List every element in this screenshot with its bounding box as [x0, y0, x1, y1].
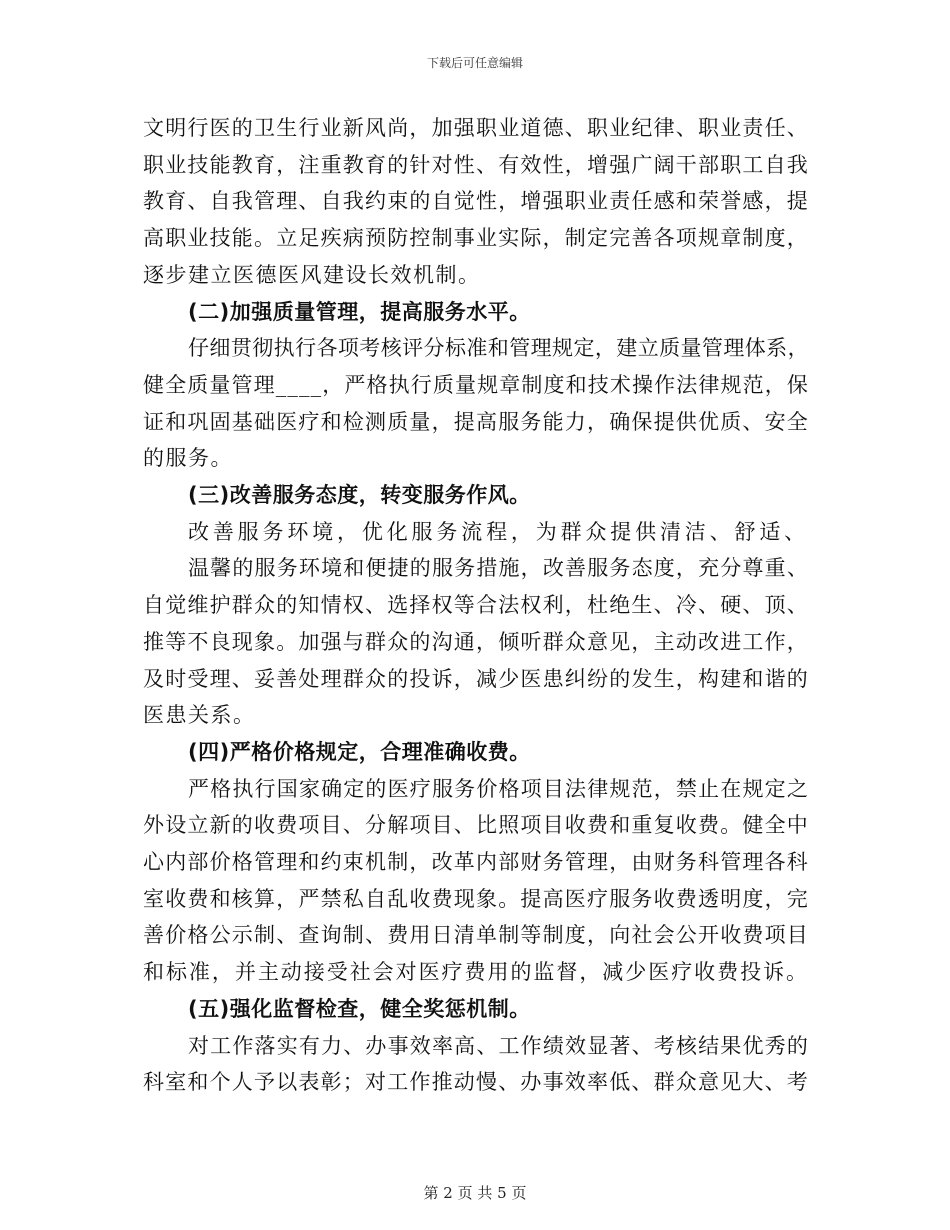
paragraph-pricing [143, 771, 809, 991]
text-line: 和标准，并主动接受社会对医疗费用的监督，减少医疗收费投诉。 [143, 960, 809, 985]
text-line: 证和巩固基础医疗和检测质量，提高服务能力，确保提供优质、安全 [143, 409, 809, 434]
text-line: 对工作落实有力、办事效率高、工作绩效显著、考核结果优秀的 [188, 1033, 809, 1058]
text-line: 改善服务环境，优化服务流程，为群众提供清洁、舒适、 [188, 519, 809, 544]
text-line: 室收费和核算，严禁私自乱收费现象。提高医疗服务收费透明度，完 [143, 886, 809, 911]
text-line: 逐步建立医德医风建设长效机制。 [143, 262, 481, 287]
paragraph-continued [143, 110, 809, 294]
text-line: 推等不良现象。加强与群众的沟通，倾听群众意见，主动改进工作， [143, 629, 809, 654]
page-header: 下载后可任意编辑 [426, 56, 523, 70]
text-line: 教育、自我管理、自我约束的自觉性，增强职业责任感和荣誉感，提 [143, 189, 809, 214]
text-line: 自觉维护群众的知情权、选择权等合法权利，杜绝生、冷、硬、顶、 [143, 593, 809, 618]
text-line: 的服务。 [143, 446, 233, 471]
paragraph-supervision [143, 1028, 809, 1101]
section-heading-4: (四)严格价格规定，合理准确收费。 [188, 739, 531, 764]
page-footer: 第 2 页 共 5 页 [423, 1184, 527, 1202]
text-line: 科室和个人予以表彰；对工作推动慢、办事效率低、群众意见大、考 [143, 1070, 809, 1095]
text-line: 健全质量管理____，严格执行质量规章制度和技术操作法律规范，保 [143, 372, 809, 397]
section-heading-3: (三)改善服务态度，转变服务作风。 [188, 483, 531, 508]
text-line: 善价格公示制、查询制、费用日清单制等制度，向社会公开收费项目 [143, 923, 809, 948]
paragraph-quality [143, 330, 809, 477]
text-line: 职业技能教育，注重教育的针对性、有效性，增强广阔干部职工自我 [143, 152, 809, 177]
text-line: 温馨的服务环境和便捷的服务措施，改善服务态度，充分尊重、 [188, 556, 809, 581]
text-line: 仔细贯彻执行各项考核评分标准和管理规定，建立质量管理体系， [188, 336, 809, 361]
section-heading-2: (二)加强质量管理，提高服务水平。 [188, 299, 531, 324]
section-heading-5: (五)强化监督检查，健全奖惩机制。 [188, 996, 531, 1021]
paragraph-service [143, 514, 809, 734]
text-line: 文明行医的卫生行业新风尚，加强职业道德、职业纪律、职业责任、 [143, 116, 809, 140]
text-line: 心内部价格管理和约束机制，改革内部财务管理，由财务科管理各科 [143, 850, 809, 875]
text-line: 医患关系。 [143, 703, 256, 728]
text-line: 严格执行国家确定的医疗服务价格项目法律规范，禁止在规定之 [188, 776, 809, 801]
document-body [143, 110, 809, 1101]
text-line: 外设立新的收费项目、分解项目、比照项目收费和重复收费。健全中 [143, 813, 809, 838]
text-line: 及时受理、妥善处理群众的投诉，减少医患纠纷的发生，构建和谐的 [143, 666, 809, 691]
text-line: 高职业技能。立足疾病预防控制事业实际，制定完善各项规章制度， [143, 226, 809, 251]
